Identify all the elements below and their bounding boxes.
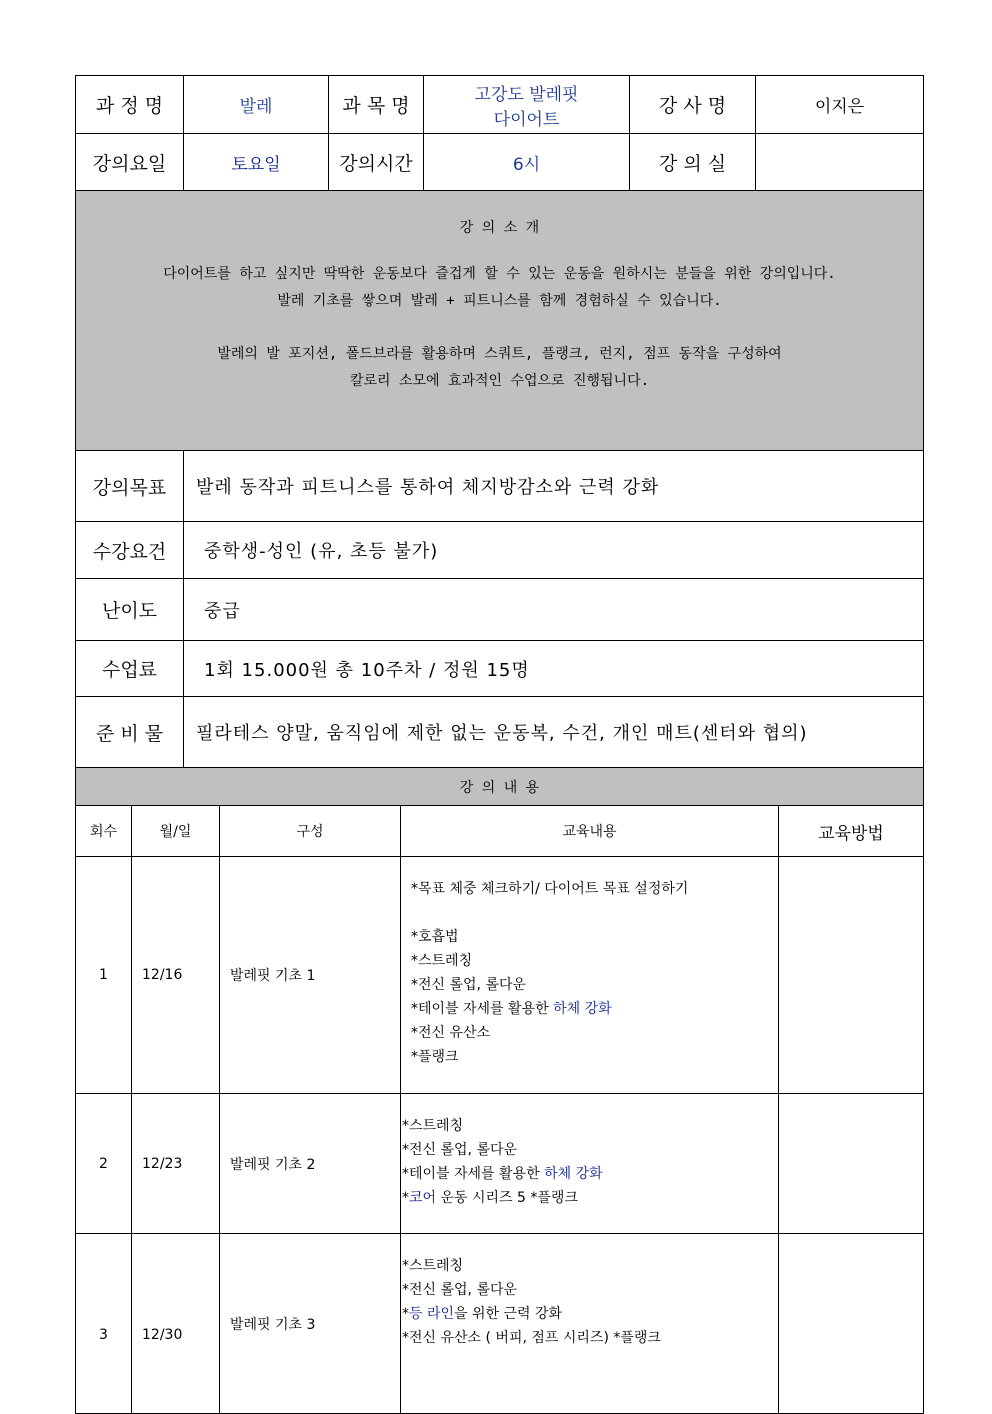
supplies-value: 필라테스 양말, 움직임에 제한 없는 운동복, 수건, 개인 매트(센터와 협의)	[184, 697, 924, 768]
content-line: *전신 유산소 ( 버피, 점프 시리즈) *플랭크	[402, 1330, 661, 1346]
requirement-label: 수강요건	[76, 522, 184, 579]
session-method	[779, 857, 924, 1094]
course-label: 과 정 명	[76, 76, 184, 134]
subject-label: 과 목 명	[329, 76, 424, 134]
content-line: *목표 체중 체크하기/ 다이어트 목표 설정하기	[411, 881, 689, 897]
header-education-content: 교육내용	[401, 806, 779, 857]
content-line	[402, 1162, 778, 1186]
room-label: 강 의 실	[630, 134, 756, 191]
course-details-table	[75, 450, 924, 768]
content-line: *플랭크	[411, 1049, 459, 1065]
content-line: *스트레칭	[402, 1258, 464, 1274]
content-text: *테이블 자세를 활용한	[411, 1001, 554, 1017]
goal-label: 강의목표	[76, 451, 184, 522]
content-line: *전신 유산소	[411, 1025, 491, 1041]
session-title: 발레핏 기초 3	[220, 1234, 401, 1414]
time-label: 강의시간	[329, 134, 424, 191]
subject-value	[424, 76, 630, 134]
table-row	[76, 1234, 924, 1414]
content-text: *	[402, 1190, 409, 1206]
session-no: 2	[76, 1094, 132, 1234]
subject-value-line2: 다이어트	[493, 109, 560, 130]
subject-value-line1: 고강도 발레핏	[474, 84, 579, 105]
level-value: 중급	[184, 579, 924, 641]
session-title: 발레핏 기초 1	[220, 857, 401, 1094]
room-value	[756, 134, 924, 191]
intro-para1-line2: 발레 기초를 쌓으며 발레 + 피트니스를 함께 경험하실 수 있습니다.	[277, 293, 722, 309]
content-line: *전신 롤업, 롤다운	[411, 977, 527, 993]
session-date: 12/23	[132, 1094, 220, 1234]
intro-section	[76, 191, 924, 451]
session-no: 1	[76, 857, 132, 1094]
content-line: *호흡법	[411, 929, 459, 945]
content-line: *스트레칭	[411, 953, 473, 969]
content-text: *	[402, 1306, 409, 1322]
content-line	[411, 997, 778, 1021]
header-composition: 구성	[220, 806, 401, 857]
intro-para1-line1: 다이어트를 하고 싶지만 딱딱한 운동보다 즐겁게 할 수 있는 운동을 원하시는 분들을 위한 강의입니다.	[163, 266, 836, 282]
content-highlight: 하체 강화	[553, 1001, 612, 1017]
table-row	[76, 857, 924, 1094]
day-value: 토요일	[184, 134, 329, 191]
header-date: 월/일	[132, 806, 220, 857]
table-row	[76, 1094, 924, 1234]
session-method	[779, 1234, 924, 1414]
header-education-method: 교육방법	[779, 806, 924, 857]
lecture-content-table	[75, 767, 924, 1414]
session-date: 12/16	[132, 857, 220, 1094]
instructor-label: 강 사 명	[630, 76, 756, 134]
intro-title: 강 의 소 개	[459, 220, 540, 236]
content-highlight: 하체 강화	[544, 1166, 603, 1182]
content-highlight: 등 라인	[409, 1306, 455, 1322]
content-line	[402, 1302, 778, 1326]
content-text: 을 위한 근력 강화	[454, 1306, 563, 1322]
content-line: *스트레칭	[402, 1118, 464, 1134]
session-date: 12/30	[132, 1234, 220, 1414]
instructor-value: 이지은	[756, 76, 924, 134]
session-method	[779, 1094, 924, 1234]
level-label: 난이도	[76, 579, 184, 641]
content-line: *전신 롤업, 롤다운	[402, 1282, 518, 1298]
fee-label: 수업료	[76, 641, 184, 697]
content-text: 운동 시리즈 5 *플랭크	[436, 1190, 578, 1206]
content-line: *전신 롤업, 롤다운	[402, 1142, 518, 1158]
course-info-table	[75, 75, 924, 451]
session-no: 3	[76, 1234, 132, 1414]
day-label: 강의요일	[76, 134, 184, 191]
session-content	[401, 857, 779, 1094]
course-value: 발레	[184, 76, 329, 134]
content-line	[402, 1186, 778, 1210]
time-value: 6시	[424, 134, 630, 191]
fee-value: 1회 15.000원 총 10주차 / 정원 15명	[184, 641, 924, 697]
header-session-no: 회수	[76, 806, 132, 857]
intro-para2-line2: 칼로리 소모에 효과적인 수업으로 진행됩니다.	[349, 373, 650, 389]
supplies-label: 준 비 물	[76, 697, 184, 768]
session-content	[401, 1094, 779, 1234]
content-highlight: 코어	[409, 1190, 437, 1206]
intro-para2-line1: 발레의 발 포지션, 폴드브라를 활용하며 스쿼트, 플랭크, 런지, 점프 동작을 구성하여	[217, 346, 782, 362]
requirement-value: 중학생-성인 (유, 초등 불가)	[184, 522, 924, 579]
session-title: 발레핏 기초 2	[220, 1094, 401, 1234]
content-section-title: 강 의 내 용	[76, 768, 924, 806]
content-text: *테이블 자세를 활용한	[402, 1166, 545, 1182]
goal-value: 발레 동작과 피트니스를 통하여 체지방감소와 근력 강화	[184, 451, 924, 522]
session-content	[401, 1234, 779, 1414]
